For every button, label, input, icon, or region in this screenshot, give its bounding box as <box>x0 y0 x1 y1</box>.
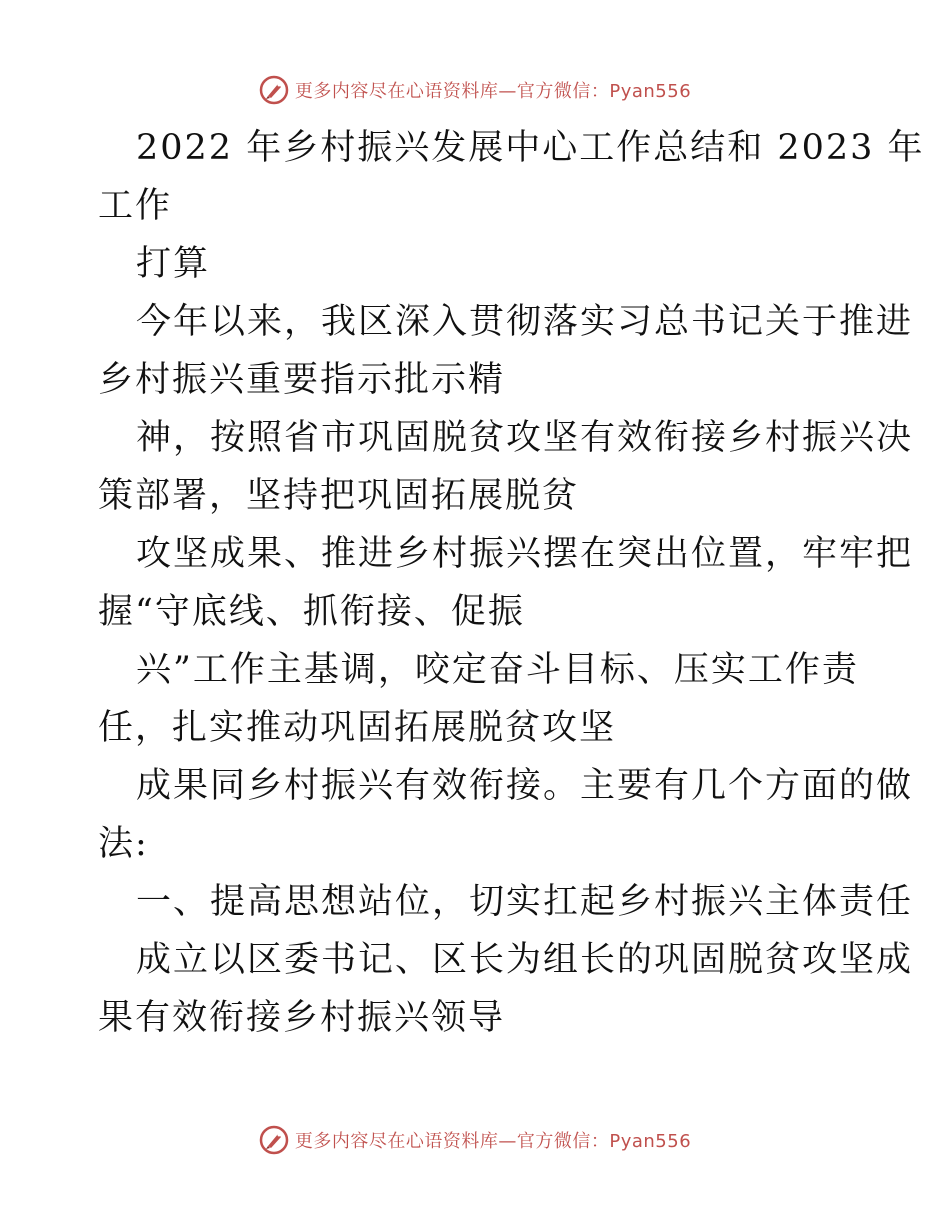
paragraph-line: 攻坚成果、推进乡村振兴摆在突出位置，牢牢把 <box>136 534 914 574</box>
footer-watermark <box>0 1122 950 1158</box>
paragraph-line: 神，按照省市巩固脱贫攻坚有效衔接乡村振兴决 <box>136 418 914 458</box>
title-line-3: 打算 <box>136 244 211 284</box>
paragraph-line: 任，扎实推动巩固拓展脱贫攻坚 <box>98 708 617 748</box>
header-watermark <box>0 72 950 108</box>
document-body <box>98 119 925 1047</box>
paragraph-line: 成果同乡村振兴有效衔接。主要有几个方面的做 <box>136 766 914 806</box>
paragraph-line: 果有效衔接乡村振兴领导 <box>98 998 506 1038</box>
section-heading: 一、提高思想站位，切实扛起乡村振兴主体责任 <box>136 882 914 922</box>
paragraph-line: 法: <box>98 824 149 864</box>
title-line-1: 2022 年乡村振兴发展中心工作总结和 2023 年 <box>136 128 925 168</box>
paragraph-line: 成立以区委书记、区长为组长的巩固脱贫攻坚成 <box>136 940 914 980</box>
paragraph-line: 兴”工作主基调，咬定奋斗目标、压实工作责 <box>136 650 859 690</box>
watermark-text: 更多内容尽在心语资料库—官方微信：Pyan556 <box>294 81 692 102</box>
paragraph-line: 策部署，坚持把巩固拓展脱贫 <box>98 476 580 516</box>
pen-nib-logo-icon <box>259 1125 289 1155</box>
watermark-text: 更多内容尽在心语资料库—官方微信：Pyan556 <box>294 1131 692 1152</box>
title-line-2: 工作 <box>98 186 173 226</box>
pen-nib-logo-icon <box>259 75 289 105</box>
paragraph-line: 乡村振兴重要指示批示精 <box>98 360 506 400</box>
paragraph-line: 今年以来，我区深入贯彻落实习总书记关于推进 <box>136 302 914 342</box>
paragraph-line: 握“守底线、抓衔接、促振 <box>98 592 525 632</box>
